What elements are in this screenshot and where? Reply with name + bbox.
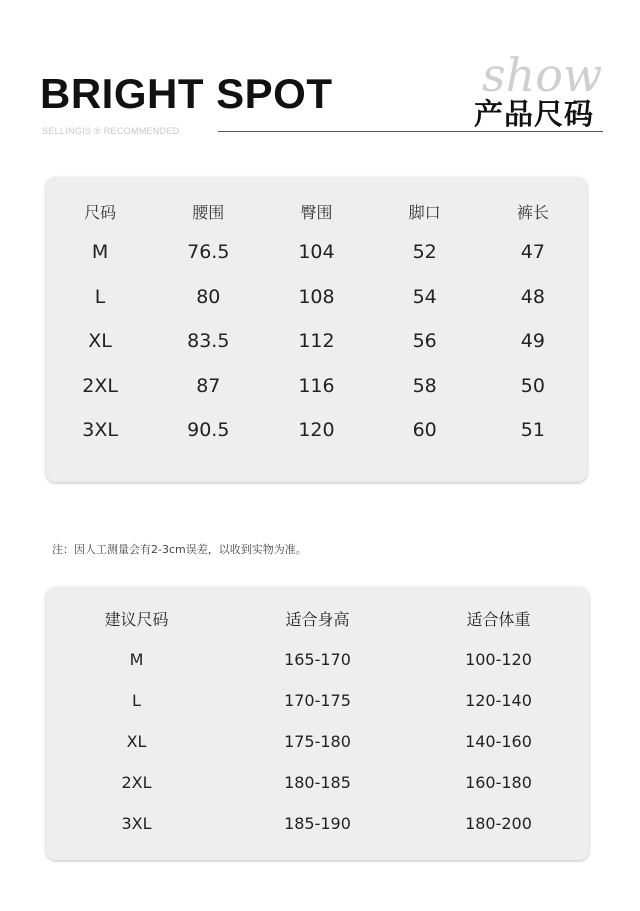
table-cell: 140-160 <box>465 732 532 751</box>
page-title: 产品尺码 <box>474 97 595 131</box>
table-cell: M <box>91 241 109 264</box>
table-cell: 160-180 <box>465 773 532 792</box>
brand-subtitle: SELLINGIS ® RECOMMENDED <box>42 126 180 136</box>
table-cell: 47 <box>520 241 545 264</box>
table-cell: 175-180 <box>284 732 351 751</box>
decorative-script-word: show <box>482 48 603 102</box>
table-cell: L <box>94 285 106 308</box>
table-cell: M <box>129 650 144 669</box>
size-chart-table <box>46 192 587 453</box>
table-row <box>46 639 589 680</box>
table-cell: XL <box>126 732 147 751</box>
recommendation-card <box>46 587 589 860</box>
table-cell: 56 <box>412 330 437 353</box>
column-header: 臀围 <box>300 202 333 222</box>
column-header: 腰围 <box>192 202 225 222</box>
table-cell: 76.5 <box>187 241 230 264</box>
table-cell: 2XL <box>121 773 152 792</box>
table-cell: 54 <box>412 285 437 308</box>
table-cell: 3XL <box>82 419 118 442</box>
table-cell: 83.5 <box>187 330 230 353</box>
table-header-row <box>46 192 587 230</box>
table-cell: 90.5 <box>187 419 230 442</box>
table-cell: 48 <box>520 285 545 308</box>
column-header: 适合身高 <box>285 609 350 629</box>
table-cell: 165-170 <box>284 650 351 669</box>
table-cell: 49 <box>520 330 545 353</box>
measurement-note: 注：因人工测量会有2-3cm误差，以收到实物为准。 <box>52 543 307 556</box>
column-header: 脚口 <box>408 202 441 222</box>
table-row <box>46 803 589 844</box>
table-cell: 116 <box>298 374 335 397</box>
column-header: 裤长 <box>516 202 549 222</box>
table-cell: 51 <box>520 419 545 442</box>
table-cell: 52 <box>412 241 437 264</box>
table-cell: 120-140 <box>465 691 532 710</box>
table-row <box>46 680 589 721</box>
table-cell: 180-200 <box>465 814 532 833</box>
table-cell: 108 <box>298 285 335 308</box>
table-cell: 80 <box>196 285 221 308</box>
brand-title: BRIGHT SPOT <box>40 70 333 117</box>
table-cell: L <box>132 691 141 710</box>
table-cell: 170-175 <box>284 691 351 710</box>
table-header-row <box>46 597 589 639</box>
table-cell: 180-185 <box>284 773 351 792</box>
table-cell: 185-190 <box>284 814 351 833</box>
table-cell: 120 <box>298 419 335 442</box>
table-row <box>46 721 589 762</box>
table-row <box>46 230 587 275</box>
table-row <box>46 319 587 364</box>
column-header: 尺码 <box>84 202 117 222</box>
table-cell: 60 <box>412 419 437 442</box>
table-cell: 104 <box>298 241 335 264</box>
size-chart-card <box>46 177 587 482</box>
table-cell: 112 <box>298 330 335 353</box>
table-row <box>46 762 589 803</box>
table-cell: 100-120 <box>465 650 532 669</box>
table-row <box>46 275 587 320</box>
column-header: 适合体重 <box>466 609 531 629</box>
table-cell: 3XL <box>121 814 152 833</box>
table-cell: XL <box>88 330 112 353</box>
table-row <box>46 364 587 409</box>
table-cell: 50 <box>520 374 545 397</box>
table-cell: 58 <box>412 374 437 397</box>
recommendation-table <box>46 597 589 844</box>
table-cell: 2XL <box>82 374 118 397</box>
table-cell: 87 <box>196 374 221 397</box>
column-header: 建议尺码 <box>104 609 169 629</box>
table-row <box>46 408 587 453</box>
